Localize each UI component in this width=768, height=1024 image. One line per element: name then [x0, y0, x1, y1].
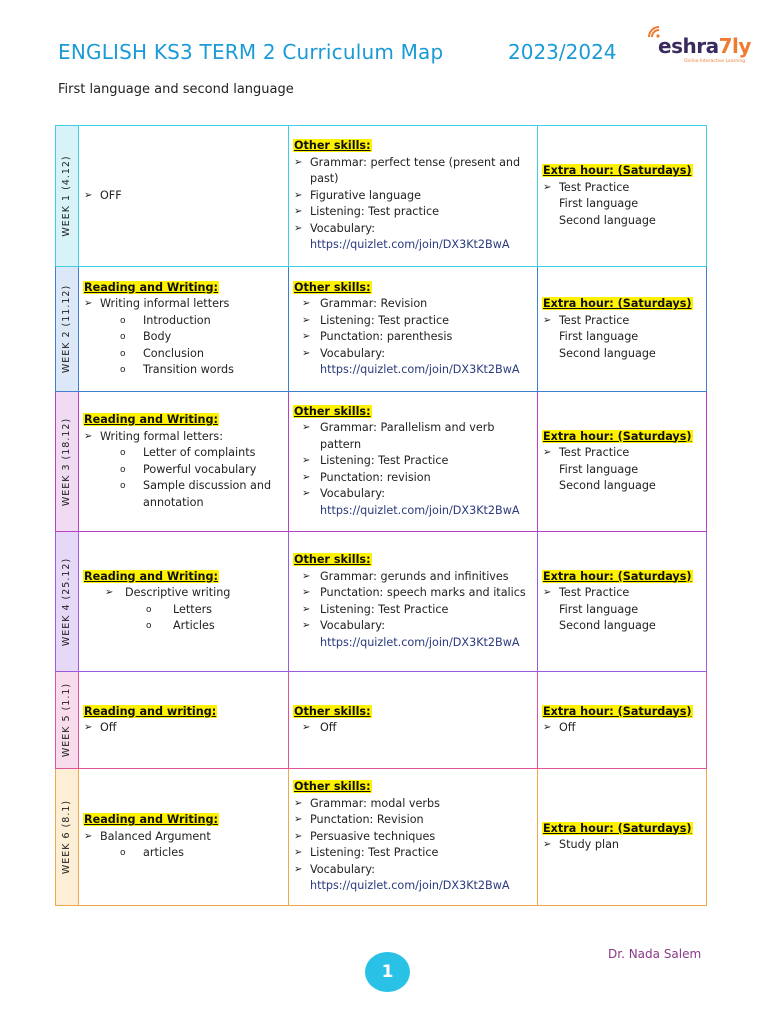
- reading-list: [83, 296, 284, 313]
- other-skills-heading: Other skills:: [294, 553, 371, 566]
- extra-line: First language: [559, 330, 639, 343]
- list-item: ➢ Study plan: [542, 837, 702, 854]
- page-title: ENGLISH KS3 TERM 2 Curriculum Map: [58, 40, 444, 64]
- reading-list: [83, 720, 284, 737]
- week-row: [56, 769, 707, 906]
- other-skills-cell: [289, 532, 538, 672]
- week-row: [56, 532, 707, 672]
- week-label-cell: [56, 532, 79, 672]
- quizlet-link[interactable]: https://quizlet.com/join/DX3Kt2BwA: [320, 503, 520, 517]
- list-item: ➢ Listening: Test practice: [293, 204, 533, 221]
- week-label-cell: [56, 267, 79, 392]
- list-item: o Introduction: [83, 313, 284, 330]
- extra-list: [542, 445, 702, 462]
- list-item: ➢ Punctation: revision: [293, 470, 533, 487]
- list-item: o Powerful vocabulary: [83, 462, 284, 479]
- extra-line: First language: [559, 197, 639, 210]
- list-item: ➢ Figurative language: [293, 188, 533, 205]
- other-skills-cell: [289, 392, 538, 532]
- extra-hour-cell: [538, 532, 707, 672]
- list-item: ➢ OFF: [83, 188, 284, 205]
- list-item: ➢ Writing informal letters: [83, 296, 284, 313]
- list-item: ➢ Vocabulary: https://quizlet.com/join/DX3Kt2BwA: [293, 221, 533, 254]
- reading-writing-cell: [79, 769, 289, 906]
- extra-hour-heading: Extra hour: (Saturdays): [543, 429, 692, 443]
- skills-list: [293, 296, 533, 379]
- reading-writing-heading: Reading and Writing:: [84, 280, 219, 294]
- week-label-cell: [56, 126, 79, 267]
- reading-list: [83, 585, 284, 602]
- list-item: ➢ Vocabulary: https://quizlet.com/join/DX3Kt2BwA: [293, 346, 533, 379]
- list-item: ➢ Grammar: perfect tense (present and past): [293, 155, 533, 188]
- list-item: ➢ Off: [293, 720, 533, 737]
- extra-hour-heading: Extra hour: (Saturdays): [543, 297, 692, 310]
- skills-list: [293, 720, 533, 737]
- skills-list: [293, 420, 533, 519]
- extra-hour-cell: [538, 672, 707, 769]
- list-item: o Articles: [83, 618, 284, 635]
- logo-wordmark: eshra7ly: [658, 34, 751, 58]
- week-label-cell: [56, 672, 79, 769]
- list-item: o articles: [83, 845, 284, 862]
- extra-hour-cell: [538, 126, 707, 267]
- list-item: ➢ Test Practice: [542, 180, 702, 197]
- list-item: o Letters: [83, 602, 284, 619]
- extra-line: Second language: [559, 479, 656, 492]
- list-item: ➢ Grammar: modal verbs: [293, 796, 533, 813]
- curriculum-table: [55, 125, 707, 906]
- reading-list: [83, 188, 284, 205]
- extra-hour-heading: Extra hour: (Saturdays): [543, 704, 692, 718]
- extra-list: [542, 720, 702, 737]
- list-item: ➢ Vocabulary: https://quizlet.com/join/DX3Kt2BwA: [293, 862, 533, 895]
- week-label-cell: [56, 769, 79, 906]
- other-skills-cell: [289, 672, 538, 769]
- reading-sublist: [83, 602, 284, 635]
- other-skills-heading: Other skills:: [294, 280, 371, 294]
- extra-line: Second language: [559, 213, 656, 227]
- list-item: ➢ Test Practice: [542, 585, 702, 602]
- list-item: ➢ Test Practice: [542, 313, 702, 330]
- extra-hour-cell: [538, 769, 707, 906]
- reading-sublist: [83, 313, 284, 379]
- reading-sublist: [83, 445, 284, 511]
- other-skills-cell: [289, 267, 538, 392]
- reading-writing-heading: Reading and Writing:: [84, 569, 219, 583]
- academic-year: 2023/2024: [508, 40, 617, 64]
- other-skills-cell: [289, 769, 538, 906]
- list-item: ➢ Listening: Test Practice: [293, 845, 533, 862]
- page-number-badge: 1: [365, 952, 410, 992]
- list-item: ➢ Listening: Test practice: [293, 313, 533, 330]
- list-item: ➢ Grammar: gerunds and infinitives: [293, 569, 533, 586]
- week-label: WEEK 6 (8.1): [60, 799, 72, 875]
- week-label: WEEK 4 (25.12): [60, 557, 72, 646]
- reading-writing-heading: Reading and writing:: [84, 704, 217, 718]
- week-label: WEEK 3 (18.12): [60, 417, 72, 506]
- quizlet-link[interactable]: https://quizlet.com/join/DX3Kt2BwA: [310, 238, 510, 252]
- list-item: ➢ Balanced Argument: [83, 829, 284, 846]
- list-item: ➢ Off: [542, 720, 702, 737]
- quizlet-link[interactable]: https://quizlet.com/join/DX3Kt2BwA: [320, 363, 520, 376]
- list-item: o Letter of complaints: [83, 445, 284, 462]
- logo-tagline: Online Interactive Learning: [684, 59, 746, 64]
- extra-line: Second language: [559, 346, 656, 360]
- list-item: ➢ Persuasive techniques: [293, 829, 533, 846]
- extra-hour-heading: Extra hour: (Saturdays): [543, 164, 692, 177]
- quizlet-link[interactable]: https://quizlet.com/join/DX3Kt2BwA: [310, 879, 510, 893]
- extra-line: First language: [559, 602, 639, 616]
- list-item: ➢ Listening: Test Practice: [293, 453, 533, 470]
- skills-list: [293, 155, 533, 254]
- other-skills-heading: Other skills:: [294, 404, 371, 418]
- extra-list: [542, 837, 702, 854]
- extra-hour-heading: Extra hour: (Saturdays): [543, 569, 692, 583]
- list-item: o Body: [83, 329, 284, 346]
- week-row: [56, 126, 707, 267]
- eshra7ly-logo: [644, 24, 750, 72]
- extra-hour-heading: Extra hour: (Saturdays): [543, 821, 692, 835]
- author-signature: Dr. Nada Salem: [608, 947, 702, 961]
- list-item: o Conclusion: [83, 346, 284, 363]
- reading-sublist: [83, 845, 284, 862]
- reading-writing-heading: Reading and Writing:: [84, 813, 219, 827]
- quizlet-link[interactable]: https://quizlet.com/join/DX3Kt2BwA: [320, 635, 520, 649]
- other-skills-heading: Other skills:: [294, 139, 371, 153]
- list-item: ➢ Grammar: Parallelism and verb pattern: [293, 420, 533, 453]
- list-item: ➢ Punctation: parenthesis: [293, 329, 533, 346]
- week-row: [56, 392, 707, 532]
- list-item: ➢ Vocabulary: https://quizlet.com/join/DX3Kt2BwA: [293, 486, 533, 519]
- reading-writing-cell: [79, 532, 289, 672]
- extra-line: First language: [559, 462, 639, 476]
- list-item: ➢ Test Practice: [542, 445, 702, 462]
- list-item: ➢ Off: [83, 720, 284, 737]
- list-item: ➢ Descriptive writing: [83, 585, 284, 602]
- skills-list: [293, 569, 533, 652]
- other-skills-cell: [289, 126, 538, 267]
- reading-list: [83, 429, 284, 446]
- extra-hour-cell: [538, 267, 707, 392]
- week-label: WEEK 1 (4.12): [60, 155, 72, 237]
- list-item: ➢ Vocabulary: https://quizlet.com/join/DX3Kt2BwA: [293, 618, 533, 651]
- week-label: WEEK 5 (1.1): [60, 682, 72, 758]
- page-subtitle: First language and second language: [58, 82, 294, 97]
- extra-list: [542, 313, 702, 330]
- other-skills-heading: Other skills:: [294, 704, 371, 718]
- extra-hour-cell: [538, 392, 707, 532]
- week-row: [56, 267, 707, 392]
- reading-writing-cell: [79, 267, 289, 392]
- other-skills-heading: Other skills:: [294, 780, 371, 794]
- extra-list: [542, 180, 702, 197]
- list-item: o Transition words: [83, 362, 284, 379]
- list-item: ➢ Writing formal letters:: [83, 429, 284, 446]
- extra-line: Second language: [559, 619, 656, 632]
- reading-writing-cell: [79, 672, 289, 769]
- reading-writing-cell: [79, 126, 289, 267]
- list-item: ➢ Grammar: Revision: [293, 296, 533, 313]
- week-label-cell: [56, 392, 79, 532]
- reading-writing-cell: [79, 392, 289, 532]
- list-item: ➢ Listening: Test Practice: [293, 602, 533, 619]
- extra-list: [542, 585, 702, 602]
- list-item: ➢ Punctation: speech marks and italics: [293, 585, 533, 602]
- reading-list: [83, 829, 284, 846]
- reading-writing-heading: Reading and Writing:: [84, 413, 219, 426]
- week-label: WEEK 2 (11.12): [60, 284, 72, 374]
- skills-list: [293, 796, 533, 895]
- list-item: o Sample discussion and annotation: [83, 478, 284, 511]
- week-row: [56, 672, 707, 769]
- list-item: ➢ Punctation: Revision: [293, 812, 533, 829]
